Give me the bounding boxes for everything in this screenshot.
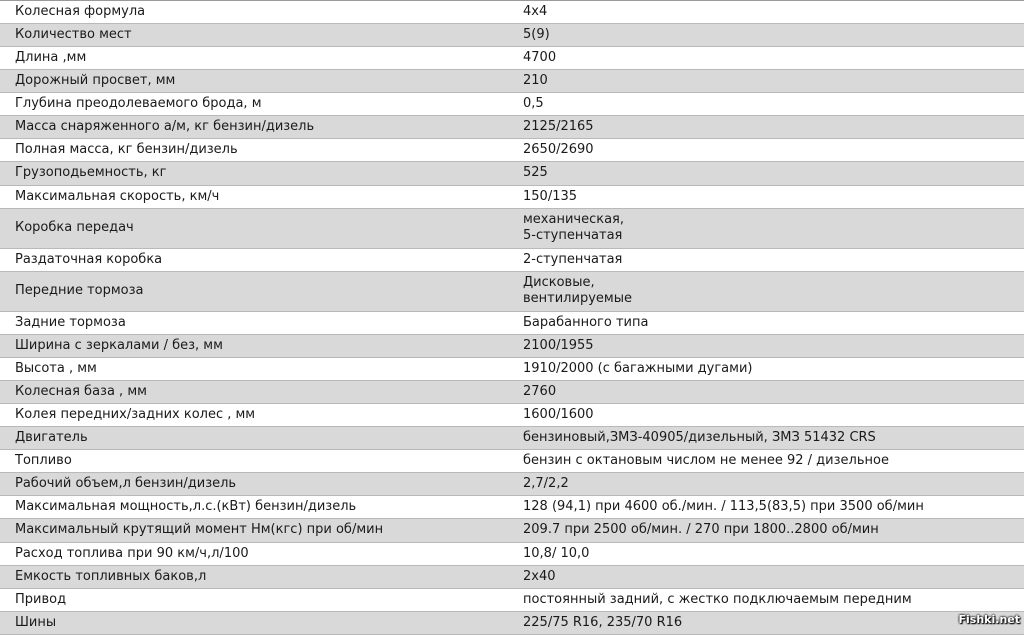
spec-label: Задние тормоза — [0, 311, 508, 334]
spec-label: Максимальный крутящий момент Нм(кгс) при об/мин — [0, 519, 508, 542]
spec-label: Высота , мм — [0, 358, 508, 381]
spec-value — [508, 24, 1024, 47]
spec-value — [508, 139, 1024, 162]
spec-row — [0, 311, 1024, 334]
spec-value-line: механическая, — [523, 212, 625, 228]
spec-label: Масса снаряженного а/м, кг бензин/дизель — [0, 116, 508, 139]
spec-label: Расход топлива при 90 км/ч,л/100 — [0, 542, 508, 565]
spec-label: Раздаточная коробка — [0, 248, 508, 271]
spec-value — [508, 334, 1024, 357]
spec-row — [0, 404, 1024, 427]
spec-row — [0, 139, 1024, 162]
spec-row — [0, 24, 1024, 47]
spec-label: Емкость топливных баков,л — [0, 565, 508, 588]
spec-value — [508, 473, 1024, 496]
spec-value-line: 1600/1600 — [523, 407, 594, 423]
spec-label: Рабочий объем,л бензин/дизель — [0, 473, 508, 496]
spec-value — [508, 116, 1024, 139]
spec-row — [0, 208, 1024, 248]
spec-label: Дорожный просвет, мм — [0, 70, 508, 93]
spec-value — [508, 208, 1024, 248]
spec-label: Двигатель — [0, 427, 508, 450]
spec-label: Количество мест — [0, 24, 508, 47]
spec-value-line: вентилируемые — [523, 291, 632, 307]
spec-value — [508, 588, 1024, 611]
spec-value-line: Дисковые, — [523, 275, 595, 291]
spec-row — [0, 519, 1024, 542]
spec-label: Коробка передач — [0, 208, 508, 248]
spec-row — [0, 271, 1024, 311]
spec-label: Ширина с зеркалами / без, мм — [0, 334, 508, 357]
spec-value-line: бензин с октановым числом не менее 92 / дизельное — [523, 453, 889, 469]
spec-label: Глубина преодолеваемого брода, м — [0, 93, 508, 116]
spec-value-line: 150/135 — [523, 188, 578, 204]
spec-value-line: 210 — [523, 73, 548, 89]
spec-row — [0, 588, 1024, 611]
spec-value — [508, 496, 1024, 519]
spec-row — [0, 47, 1024, 70]
spec-value — [508, 565, 1024, 588]
spec-row — [0, 381, 1024, 404]
spec-row — [0, 611, 1024, 634]
spec-value — [508, 404, 1024, 427]
spec-value — [508, 611, 1024, 634]
spec-label: Максимальная мощность,л.с.(кВт) бензин/дизель — [0, 496, 508, 519]
spec-value — [508, 358, 1024, 381]
spec-row — [0, 496, 1024, 519]
spec-row — [0, 565, 1024, 588]
spec-value — [508, 519, 1024, 542]
spec-row — [0, 70, 1024, 93]
spec-value-line: 1910/2000 (с багажными дугами) — [523, 361, 753, 377]
spec-value-line: 525 — [523, 165, 548, 181]
spec-value — [508, 162, 1024, 185]
spec-value-line: 2650/2690 — [523, 142, 594, 158]
spec-value — [508, 450, 1024, 473]
spec-value-line: 0,5 — [523, 96, 544, 112]
spec-value — [508, 248, 1024, 271]
spec-row — [0, 185, 1024, 208]
spec-row — [0, 473, 1024, 496]
spec-row — [0, 162, 1024, 185]
spec-label: Длина ,мм — [0, 47, 508, 70]
spec-value — [508, 271, 1024, 311]
spec-row — [0, 1, 1024, 24]
spec-label: Грузоподьемность, кг — [0, 162, 508, 185]
spec-value-line: 10,8/ 10,0 — [523, 545, 590, 561]
spec-value-line: 2-ступенчатая — [523, 251, 623, 267]
spec-value — [508, 47, 1024, 70]
spec-value-line: 5-ступенчатая — [523, 228, 623, 244]
spec-row — [0, 358, 1024, 381]
spec-label: Колесная база , мм — [0, 381, 508, 404]
spec-value — [508, 185, 1024, 208]
specifications-body — [0, 1, 1024, 635]
spec-row — [0, 248, 1024, 271]
spec-value-line: 2,7/2,2 — [523, 476, 569, 492]
spec-row — [0, 427, 1024, 450]
spec-value-line: 2125/2165 — [523, 119, 594, 135]
spec-value-line: Барабанного типа — [523, 314, 649, 330]
spec-label: Передние тормоза — [0, 271, 508, 311]
spec-value — [508, 311, 1024, 334]
spec-row — [0, 93, 1024, 116]
spec-label: Топливо — [0, 450, 508, 473]
spec-value-line: постоянный задний, с жестко подключаемым передним — [523, 591, 912, 607]
spec-value — [508, 70, 1024, 93]
spec-value-line: 209.7 при 2500 об/мин. / 270 при 1800..2800 об/мин — [523, 522, 879, 538]
spec-value-line: 2100/1955 — [523, 337, 594, 353]
spec-value-line: 5(9) — [523, 27, 550, 43]
watermark: Fishki.net — [958, 613, 1020, 626]
spec-value-line: 4х4 — [523, 4, 548, 20]
spec-value-line: 128 (94,1) при 4600 об./мин. / 113,5(83,5) при 3500 об/мин — [523, 499, 924, 515]
spec-value — [508, 93, 1024, 116]
spec-value-line: 4700 — [523, 50, 557, 66]
spec-row — [0, 116, 1024, 139]
spec-row — [0, 542, 1024, 565]
spec-value-line: 2760 — [523, 384, 557, 400]
spec-value — [508, 542, 1024, 565]
spec-value-line: бензиновый,ЗМЗ-40905/дизельный, ЗМЗ 51432 CRS — [523, 430, 876, 446]
spec-value — [508, 1, 1024, 24]
spec-value — [508, 427, 1024, 450]
spec-label: Максимальная скорость, км/ч — [0, 185, 508, 208]
spec-value-line: 2х40 — [523, 568, 556, 584]
spec-label: Колесная формула — [0, 1, 508, 24]
spec-label: Полная масса, кг бензин/дизель — [0, 139, 508, 162]
spec-label: Шины — [0, 611, 508, 634]
spec-value-line: 225/75 R16, 235/70 R16 — [523, 614, 683, 630]
spec-value — [508, 381, 1024, 404]
spec-row — [0, 334, 1024, 357]
spec-label: Привод — [0, 588, 508, 611]
spec-row — [0, 450, 1024, 473]
spec-label: Колея передних/задних колес , мм — [0, 404, 508, 427]
